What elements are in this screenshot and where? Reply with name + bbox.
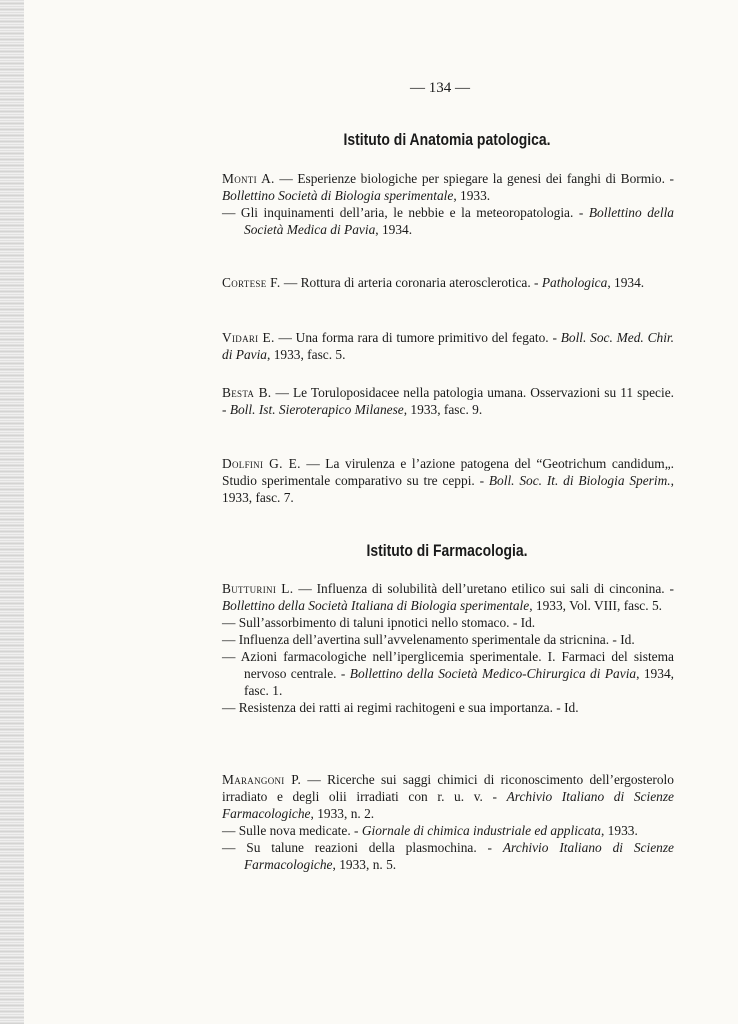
bibliography-entry: Monti A. — Esperienze biologiche per spiegare la genesi dei fanghi di Bormio. - Bollettino Società di Biologia sperimentale, 1933. — Gli inquinamenti dell’aria, le nebbie e la meteoropatologia. - Bollettino della Società Medica di Pavia, 1934. bbox=[222, 171, 675, 237]
entry-author: Besta B. bbox=[222, 385, 272, 400]
entry-author: Dolfini G. E. bbox=[222, 456, 301, 471]
entry-author: Monti A. bbox=[222, 171, 275, 186]
section-title-farmacologia: Istituto di Farmacologia. bbox=[366, 541, 528, 560]
entry-author: Cortese F. bbox=[222, 275, 281, 290]
section-title-anatomia: Istituto di Anatomia patologica. bbox=[343, 130, 551, 149]
scanned-page-edge bbox=[0, 0, 24, 1024]
bibliography-entry: Vidari E. — Una forma rara di tumore primitivo del fegato. - Boll. Soc. Med. Chir. di Pavia, 1933, fasc. 5. bbox=[222, 330, 674, 362]
bibliography-entry: Marangoni P. — Ricerche sui saggi chimici di riconoscimento dell’ergosterolo irradiato e degli olii irradiati con r. u. v. - Archivio Italiano di Scienze Farmacologiche, 1933, n. 2. — Sulle nova medicate. - Giornale di chimica industriale ed applicata, 1933. — Su talune reazioni della plasmochina. - Archivio Italiano di Scienze Farmacologiche, 1933, n. 5. bbox=[222, 772, 674, 872]
page-number: — 134 — bbox=[410, 80, 470, 96]
bibliography-entry: Besta B. — Le Toruloposidacee nella patologia umana. Osservazioni su 11 specie. - Boll. Ist. Sieroterapico Milanese, 1933, fasc. 9. bbox=[222, 385, 674, 417]
bibliography-entry: Cortese F. — Rottura di arteria coronaria aterosclerotica. - Pathologica, 1934. bbox=[222, 275, 645, 290]
bibliography-entry: Butturini L. — Influenza di solubilità dell’uretano etilico sui sali di cinconina. - Bollettino della Società Italiana di Biologia sperimentale, 1933, Vol. VIII, fasc. 5. — Sull’assorbimento di taluni ipnotici nello stomaco. - Id. — Influenza dell’avertina sull’avvelenamento sperimentale da stricnina. - Id. — Azioni farmacologiche nell’iperglicemia sperimentale. I. Farmaci del sistema nervoso centrale. - Bollettino della Società Medico-Chirurgica di Pavia, 1934, fasc. 1. — Resistenza dei ratti ai regimi rachitogeni e sua importanza. - Id. bbox=[222, 581, 674, 715]
entry-author: Butturini L. bbox=[222, 581, 294, 596]
entry-author: Marangoni P. bbox=[222, 772, 302, 787]
entry-author: Vidari E. bbox=[222, 330, 275, 345]
bibliography-entry: Dolfini G. E. — La virulenza e l’azione patogena del “Geotrichum candidum„. Studio sperimentale comparativo su tre ceppi. - Boll. Soc. It. di Biologia Sperim., 1933, fasc. 7. bbox=[222, 456, 674, 505]
